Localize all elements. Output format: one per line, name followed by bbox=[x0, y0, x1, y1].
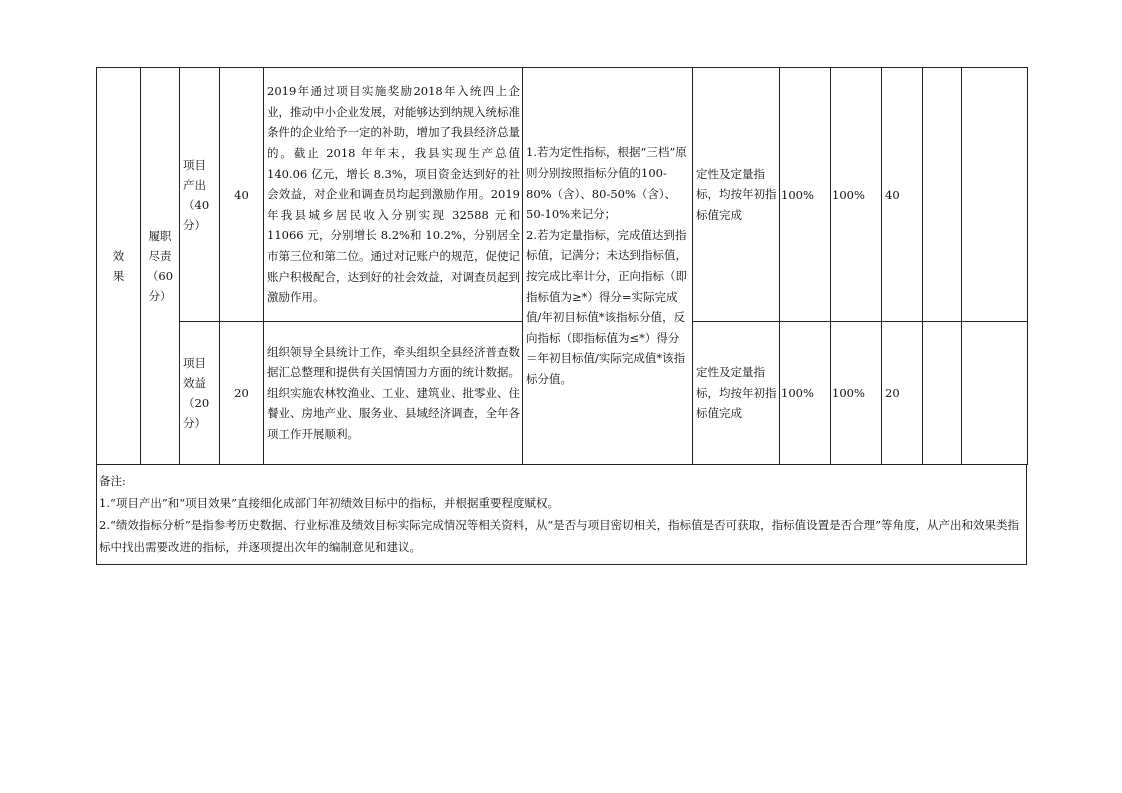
table-row bbox=[97, 68, 1028, 322]
scoring-standard-cell bbox=[523, 68, 693, 465]
scoring-standard: 1.若为定性指标，根据“三档”原则分别按照指标分值的100-80%（含）、80-50%（含）、50-10%来记分； 2.若为定量指标，完成值达到指标值，记满分；未达到指标值，按完成比率计分，正向指标（即指标值为≥*）得分=实际完成值/年初目标值*该指标分值，反向指标（即指标值为≤*）得分＝年初目标值/实际完成值*该指标分值。 bbox=[526, 145, 687, 386]
indicator-content-cell: 2019年通过项目实施奖励2018年入统四上企业，推动中小企业发展，对能够达到纳规入统标准条件的企业给予一定的补助，增加了我县经济总量的。截止 2018 年年末，我县实现生产总值 140.06 亿元，增长 8.3%，项目资金达到好的社会效益，对企业和调查员均起到激励作用。2019 年我县城乡居民收入分别实现 32588 元和 11066 元，分别增长 8.2%和 10.2%，分别居全市第三位和第二位。通过对记账户的规范，促使记账户积极配合，达到好的社会效益，对调查员起到激励作用。 bbox=[264, 68, 523, 322]
weight-cell: 20 bbox=[220, 322, 264, 465]
notes-line-1: 1.“项目产出”和“项目效果”直接细化成部门年初绩效目标中的指标，并根据重要程度赋权。 bbox=[99, 496, 559, 510]
level2-indicator-cell bbox=[141, 68, 180, 465]
level1-indicator: 效果 bbox=[112, 249, 125, 283]
notes-line-2: 2.“绩效指标分析”是指参考历史数据、行业标准及绩效目标实际完成情况等相关资料，从“是否与项目密切相关，指标值是否可获取，指标值设置是否合理”等角度，从产出和效果类指标中找出需要改进的指标，并逐项提出次年的编制意见和建议。 bbox=[99, 518, 1019, 554]
weight-cell: 40 bbox=[220, 68, 264, 322]
target-value-cell: 100% bbox=[780, 322, 831, 465]
indicator-content-cell: 组织领导全县统计工作，牵头组织全县经济普查数据汇总整理和提供有关国情国力方面的统计数据。组织实施农林牧渔业、工业、建筑业、批零业、住餐业、房地产业、服务业、县域经济调查，全年各项工作开展顺利。 bbox=[264, 322, 523, 465]
indicator-name-cell bbox=[180, 68, 220, 322]
empty-cell bbox=[962, 322, 1028, 465]
indicator-name: 项目效益（20分） bbox=[183, 356, 210, 430]
indicator-source-cell: 定性及定量指标，均按年初指标值完成 bbox=[693, 322, 780, 465]
level2-indicator: 履职尽责（60分） bbox=[146, 229, 174, 303]
score-cell: 20 bbox=[882, 322, 923, 465]
target-value-cell: 100% bbox=[780, 68, 831, 322]
actual-value-cell: 100% bbox=[831, 68, 882, 322]
indicator-name-cell bbox=[180, 322, 220, 465]
performance-sheet bbox=[96, 67, 1027, 565]
indicator-source-cell: 定性及定量指标，均按年初指标值完成 bbox=[693, 68, 780, 322]
indicator-name: 项目产出（40分） bbox=[183, 157, 210, 232]
notes-heading: 备注: bbox=[99, 474, 126, 488]
empty-cell bbox=[923, 322, 962, 465]
empty-cell bbox=[923, 68, 962, 322]
score-cell: 40 bbox=[882, 68, 923, 322]
notes-section bbox=[96, 465, 1027, 565]
empty-cell bbox=[962, 68, 1028, 322]
actual-value-cell: 100% bbox=[831, 322, 882, 465]
level1-indicator-cell bbox=[97, 68, 141, 465]
performance-table bbox=[96, 67, 1028, 465]
